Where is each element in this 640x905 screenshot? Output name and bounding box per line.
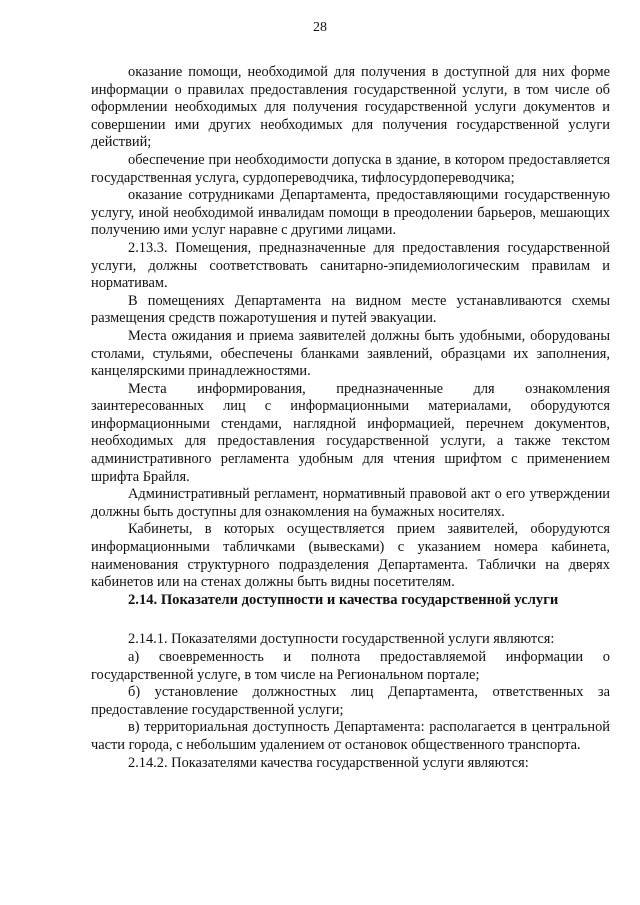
paragraph-staff-assistance: оказание сотрудниками Департамента, предоставляющими государственную услугу, иной необходимой инвалидам помощи в преодолении барьеров, мешающих получению ими услуг наравне с другими лицами. <box>91 187 610 239</box>
paragraph-2-13-3: 2.13.3. Помещения, предназначенные для предоставления государственной услуги, должны соответствовать санитарно-эпидемиологическим правилам и нормативам. <box>91 239 610 292</box>
paragraph-item-c: в) территориальная доступность Департамента: располагается в центральной части города, с небольшим удалением от остановок общественного транспорта. <box>91 719 610 753</box>
paragraph-assistance-info: оказание помощи, необходимой для получения в доступной для них форме информации о правилах предоставления государственной услуги, в том числе об оформлении необходимых для получения государственной услуги документов и совершении ими других необходимых для получения государственной услуги действий; <box>91 64 610 151</box>
paragraph-evacuation-schemes: В помещениях Департамента на видном месте устанавливаются схемы размещения средств пожаротушения и путей эвакуации. <box>91 292 610 327</box>
section-heading-2-14: 2.14. Показатели доступности и качества государственной услуги <box>128 591 559 608</box>
paragraph-sign-language: обеспечение при необходимости допуска в здание, в котором предоставляется государственная услуга, сурдопереводчика, тифлосурдопереводчика; <box>91 151 610 186</box>
paragraph-item-b: б) установление должностных лиц Департамента, ответственных за предоставление государственной услуги; <box>91 684 610 718</box>
paragraph-2-14-1: 2.14.1. Показателями доступности государственной услуги являются: <box>128 631 555 648</box>
paragraph-cabinets: Кабинеты, в которых осуществляется прием заявителей, оборудуются информационными табличками (вывесками) с указанием номера кабинета, наименования структурного подразделения Департамента. Таблички на дверях кабинетов или на стенах должны быть видны посетителям. <box>91 521 610 591</box>
paragraph-information-areas: Места информирования, предназначенные для ознакомления заинтересованных лиц с информационными материалами, оборудуются информационными стендами, наглядной информацией, перечнем документов, необходимых для предоставления государственной услуги, а также текстом административного регламента удобным для чтения шрифтом с применением шрифта Брайля. <box>91 380 610 485</box>
document-body <box>91 64 610 772</box>
paragraph-2-14-2: 2.14.2. Показателями качества государственной услуги являются: <box>128 754 529 771</box>
paragraph-waiting-areas: Места ожидания и приема заявителей должны быть удобными, оборудованы столами, стульями, обеспечены бланками заявлений, образцами их заполнения, канцелярскими принадлежностями. <box>91 327 610 380</box>
paragraph-regulation-availability: Административный регламент, нормативный правовой акт о его утверждении должны быть доступны для ознакомления на бумажных носителях. <box>91 486 610 520</box>
page-number: 28 <box>313 20 327 35</box>
paragraph-item-a: а) своевременность и полнота предоставляемой информации о государственной услуге, в том числе на Региональном портале; <box>91 649 610 683</box>
